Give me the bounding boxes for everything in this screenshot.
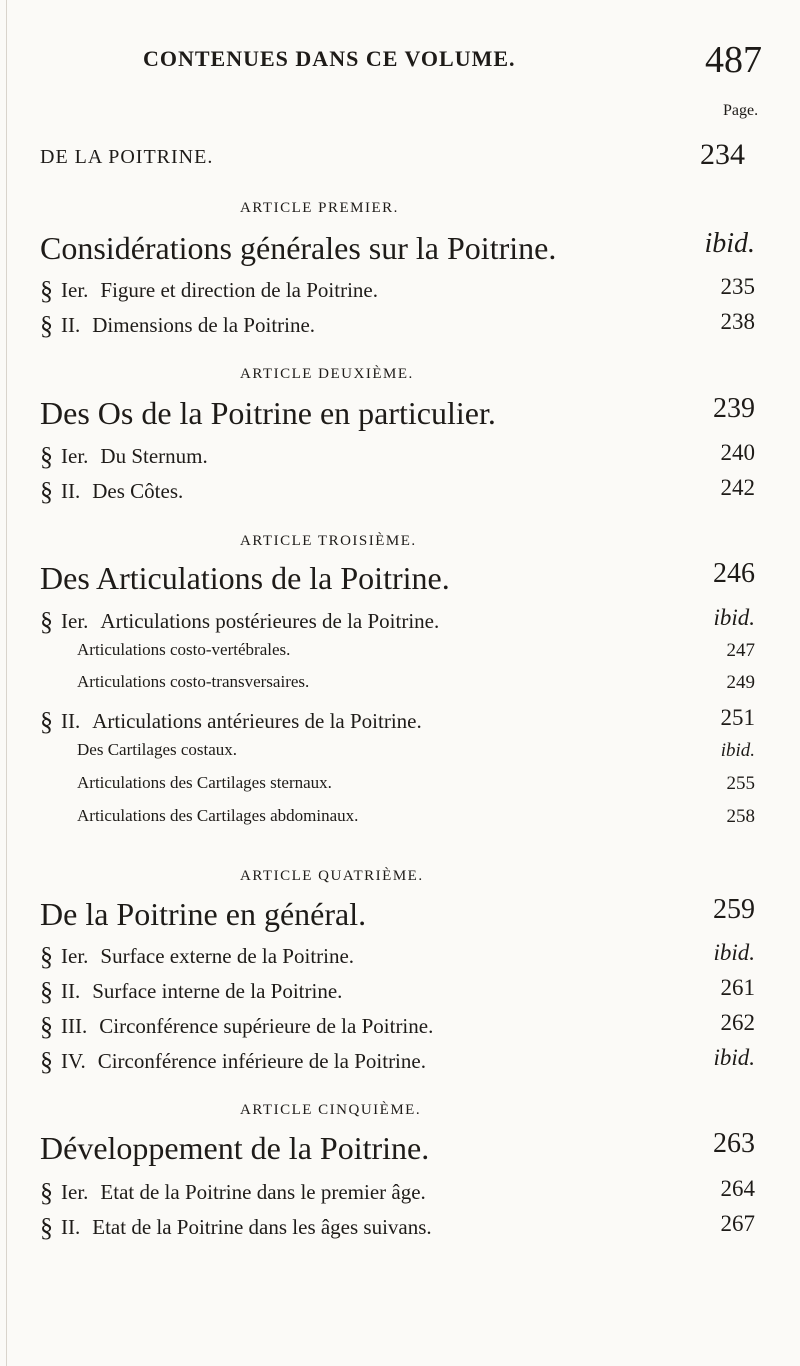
section-entry xyxy=(40,309,315,339)
section-entry xyxy=(40,1211,432,1241)
section-page: 242 xyxy=(720,475,755,500)
section-number: Ier. xyxy=(61,444,89,468)
section-page: ibid. xyxy=(713,940,755,965)
article-page: 239 xyxy=(713,393,755,424)
subsection-title: Articulations costo-vertébrales. xyxy=(77,640,291,659)
part-page: 234 xyxy=(700,138,745,171)
section-title: Des Côtes. xyxy=(92,479,184,503)
section-sign: § xyxy=(40,1012,53,1041)
section-title: Articulations antérieures de la Poitrine. xyxy=(92,709,422,733)
article-page: ibid. xyxy=(704,228,755,259)
section-title: Circonférence supérieure de la Poitrine. xyxy=(99,1014,434,1038)
section-entry xyxy=(40,705,422,735)
article-heading: ARTICLE DEUXIÈME. xyxy=(240,366,414,382)
article-heading: ARTICLE CINQUIÈME. xyxy=(240,1102,422,1118)
section-page: 261 xyxy=(720,975,755,1000)
section-sign: § xyxy=(40,707,53,736)
section-entry xyxy=(40,975,342,1005)
page-edge xyxy=(6,0,7,1366)
article-heading: ARTICLE TROISIÈME. xyxy=(240,533,417,549)
article-title: Développement de la Poitrine. xyxy=(40,1130,430,1166)
article-page: 263 xyxy=(713,1128,755,1159)
section-sign: § xyxy=(40,1213,53,1242)
subsection-page: 255 xyxy=(726,773,755,794)
article-heading: ARTICLE PREMIER. xyxy=(240,200,399,216)
section-number: II. xyxy=(61,479,81,503)
section-number: II. xyxy=(61,979,81,1003)
part-title: DE LA POITRINE. xyxy=(40,146,214,168)
section-title: Surface externe de la Poitrine. xyxy=(100,944,355,968)
section-entry xyxy=(40,1045,426,1075)
subsection-page: 249 xyxy=(726,672,755,693)
section-entry xyxy=(40,940,354,970)
section-page: 235 xyxy=(720,274,755,299)
subsection-page: 247 xyxy=(726,640,755,661)
section-page: ibid. xyxy=(713,605,755,630)
section-number: Ier. xyxy=(61,609,89,633)
section-page: ibid. xyxy=(713,1045,755,1070)
section-page: 251 xyxy=(720,705,755,730)
section-number: II. xyxy=(61,709,81,733)
section-entry xyxy=(40,1010,433,1040)
section-page: 264 xyxy=(720,1176,755,1201)
section-title: Articulations postérieures de la Poitrine. xyxy=(100,609,440,633)
subsection-title: Articulations des Cartilages sternaux. xyxy=(77,773,332,792)
section-sign: § xyxy=(40,607,53,636)
section-page: 238 xyxy=(720,309,755,334)
section-sign: § xyxy=(40,977,53,1006)
section-entry xyxy=(40,475,183,505)
subsection-title: Articulations des Cartilages abdominaux. xyxy=(77,806,359,825)
subsection-page: 258 xyxy=(726,806,755,827)
section-page: 262 xyxy=(720,1010,755,1035)
section-title: Surface interne de la Poitrine. xyxy=(92,979,343,1003)
section-number: Ier. xyxy=(61,278,89,302)
article-title: De la Poitrine en général. xyxy=(40,896,367,932)
section-title: Etat de la Poitrine dans les âges suivans. xyxy=(92,1215,432,1239)
section-number: Ier. xyxy=(61,1180,89,1204)
section-sign: § xyxy=(40,311,53,340)
section-number: IV. xyxy=(61,1049,86,1073)
section-sign: § xyxy=(40,1178,53,1207)
section-entry xyxy=(40,274,378,304)
article-title: Des Os de la Poitrine en particulier. xyxy=(40,395,496,431)
section-title: Figure et direction de la Poitrine. xyxy=(100,278,378,302)
article-heading: ARTICLE QUATRIÈME. xyxy=(240,868,424,884)
section-title: Circonférence inférieure de la Poitrine. xyxy=(97,1049,426,1073)
subsection-page: ibid. xyxy=(720,740,755,761)
article-page: 246 xyxy=(713,558,755,589)
section-sign: § xyxy=(40,942,53,971)
section-sign: § xyxy=(40,477,53,506)
section-number: II. xyxy=(61,1215,81,1239)
article-title: Des Articulations de la Poitrine. xyxy=(40,560,450,596)
section-number: III. xyxy=(61,1014,88,1038)
subsection-title: Des Cartilages costaux. xyxy=(77,740,238,759)
section-page: 267 xyxy=(720,1211,755,1236)
section-entry xyxy=(40,440,208,470)
page-number: 487 xyxy=(705,39,762,81)
page-column-label: Page. xyxy=(723,102,759,119)
section-title: Etat de la Poitrine dans le premier âge. xyxy=(100,1180,426,1204)
article-page: 259 xyxy=(713,894,755,925)
section-entry xyxy=(40,605,439,635)
article-title: Considérations générales sur la Poitrine. xyxy=(40,230,557,266)
section-number: II. xyxy=(61,313,81,337)
section-title: Du Sternum. xyxy=(100,444,208,468)
section-sign: § xyxy=(40,276,53,305)
section-sign: § xyxy=(40,442,53,471)
running-head: CONTENUES DANS CE VOLUME. xyxy=(143,46,516,71)
section-sign: § xyxy=(40,1047,53,1076)
section-entry xyxy=(40,1176,426,1206)
section-title: Dimensions de la Poitrine. xyxy=(92,313,316,337)
section-number: Ier. xyxy=(61,944,89,968)
subsection-title: Articulations costo-transversaires. xyxy=(77,672,310,691)
section-page: 240 xyxy=(720,440,755,465)
